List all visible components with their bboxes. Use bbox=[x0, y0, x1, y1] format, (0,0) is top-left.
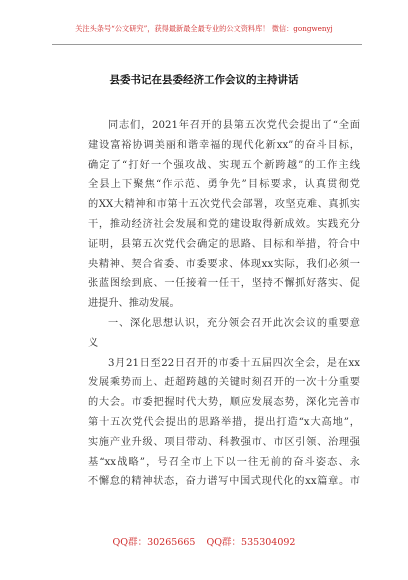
body-line: 实施产业升级、项目带动、科教强市、市区引领、治理强 bbox=[88, 436, 360, 448]
body-line: 的XX大精神和市第十五次党代会部署，攻坚克难、真抓实 bbox=[88, 199, 360, 211]
header-divider bbox=[52, 44, 362, 45]
qq-group-2: QQ群：535304092 bbox=[206, 537, 296, 548]
body-line: 证明，县第五次党代会确定的思路、目标和举措，符合中 bbox=[88, 238, 360, 250]
document-title: 县委书记在县委经济工作会议的主持讲话 bbox=[109, 74, 299, 86]
body-line: 全县上下聚焦“作示范、勇争先”目标要求，认真贯彻党 bbox=[88, 179, 360, 191]
qq-group-1: QQ群：30265665 bbox=[112, 537, 196, 548]
document-body bbox=[88, 116, 360, 492]
body-line: 张蓝图绘到底、一任接着一任干，坚持不懈抓好落实、促 bbox=[88, 278, 360, 290]
header-banner: 关注头条号“公文研究”，获得最新最全最专业的公文资料库！ 微信：gongwenyj bbox=[75, 24, 333, 33]
body-line: 确定了“打好一个强攻战、实现五个新跨越”的工作主线 bbox=[88, 159, 360, 171]
body-line: 不懈怠的精神状态，奋力谱写中国式现代化的xx篇章。市 bbox=[88, 476, 360, 488]
body-line: 进提升、推动发展。 bbox=[88, 298, 180, 310]
body-line: 基“xx战略”，号召全市上下以一往无前的奋斗姿态、永 bbox=[88, 456, 360, 468]
footer-contact bbox=[0, 534, 408, 548]
body-line: 义 bbox=[88, 337, 99, 349]
body-line: 3月21日至22日召开的市委十五届四次全会，是在xx bbox=[108, 357, 360, 369]
body-line: 的大会。市委把握时代大势，顺应发展态势，深化完善市 bbox=[88, 397, 360, 409]
body-line: 第十五次党代会提出的思路举措，提出打造“x大高地”， bbox=[88, 416, 360, 428]
body-line: 央精神、契合省委、市委要求、体现xx实际，我们必须一 bbox=[88, 258, 360, 270]
body-line: 干，推动经济社会发展和党的建设取得新成效。实践充分 bbox=[88, 218, 360, 230]
body-line: 同志们，2021年召开的县第五次党代会提出了“全面 bbox=[108, 120, 360, 131]
body-line: 建设富裕协调美丽和谐幸福的现代化新xx”的奋斗目标， bbox=[88, 139, 360, 151]
body-line: 发展乘势而上、赶超跨越的关键时刻召开的一次十分重要 bbox=[88, 377, 360, 389]
body-line: 一、深化思想认识，充分领会召开此次会议的重要意 bbox=[108, 317, 360, 329]
